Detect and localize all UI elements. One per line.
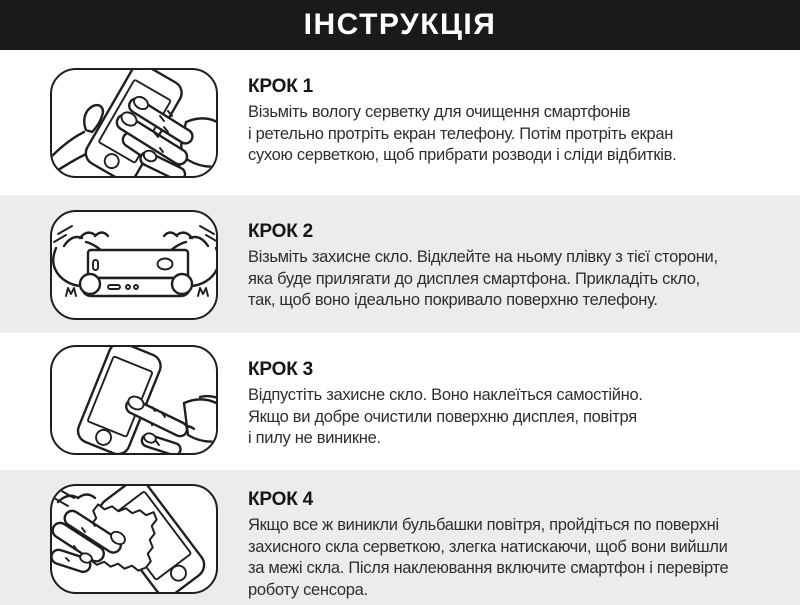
step-3-illustration-frame [50,345,218,455]
step-2-line: так, щоб воно ідеально покривало поверхню телефону. [248,291,658,309]
step-4-line: роботу сенсора. [248,580,368,599]
step-1-text [248,76,676,167]
step-4-section [0,470,800,605]
step-4-line: за межі скла. Після наклеювання включите смартфон і перевірте [248,559,729,577]
step-1-line: і ретельно протріть екран телефону. Потім протріть екран [248,124,674,143]
finger-pressing-screen-icon [52,347,218,455]
step-3-section [0,333,800,470]
header-bar [0,0,800,50]
step-2-illustration-frame [50,210,218,320]
step-2-text [248,221,718,312]
page-title: ІНСТРУКЦІЯ [303,8,497,41]
hands-wiping-phone-icon [52,70,218,178]
step-1-line: сухою серветкою, щоб прибрати розводи і сліди відбитків. [248,146,677,164]
step-4-heading: КРОК 4 [248,489,314,510]
step-4-illustration-frame [50,484,218,594]
step-2-heading: КРОК 2 [248,221,314,242]
hands-placing-glass-icon [52,212,218,320]
step-3-line: і пилу не виникне. [248,429,381,447]
cloth-wiping-screen-icon [52,486,218,594]
step-4-text [248,489,728,601]
step-2-line: Візьміть захисне скло. Відклейте на ньому плівку з тієї сторони, [248,248,718,266]
step-2-section [0,195,800,333]
step-4-line: захисного скла серветкою, злегка натискаючи, щоб вони вийшли [248,537,728,556]
step-1-illustration-frame [50,68,218,178]
step-1-section [0,50,800,195]
step-4-line: Якщо все ж виникли бульбашки повітря, пройдіться по поверхні [248,516,719,534]
step-3-line: Відпустіть захисне скло. Воно наклеїться самостійно. [248,386,643,404]
step-2-line: яка буде прилягати до дисплея смартфона. Прикладіть скло, [248,269,700,288]
step-3-text [248,359,643,450]
step-1-heading: КРОК 1 [248,76,314,97]
step-1-line: Візьміть вологу серветку для очищення смартфонів [248,103,631,121]
step-3-heading: КРОК 3 [248,359,314,380]
step-3-line: Якщо ви добре очистили поверхню дисплея, повітря [248,407,637,426]
